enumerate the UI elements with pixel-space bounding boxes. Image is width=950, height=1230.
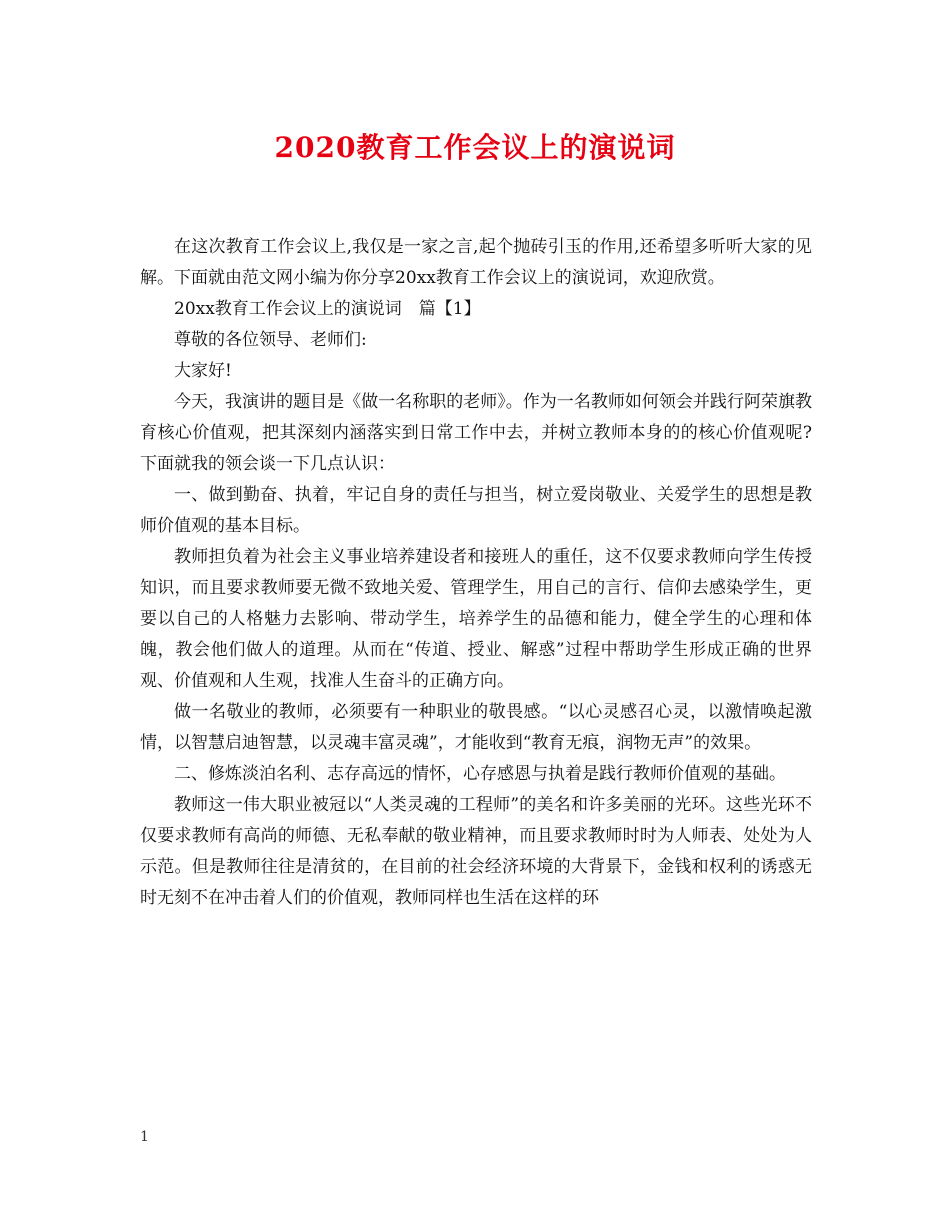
paragraph-point-one: 一、做到勤奋、执着，牢记自身的责任与担当，树立爱岗敬业、关爱学生的思想是教师价值观的基本目标。 — [140, 485, 812, 536]
paragraph-salutation: 尊敬的各位领导、老师们: — [174, 330, 367, 350]
document-title: 2020教育工作会议上的演说词 — [274, 131, 676, 164]
paragraph-teacher-duty: 教师担负着为社会主义事业培养建设者和接班人的重任，这不仅要求教师向学生传授知识，而且要求教师要无微不致地关爱、管理学生，用自己的言行、信仰去感染学生，更要以自己的人格魅力去影响、带动学生，培养学生的品德和能力，健全学生的心理和体魄，教会他们做人的道理。从而在“传道、授业、解惑”过程中帮助学生形成正确的世界观、价值观和人生观，找准人生奋斗的正确方向。 — [140, 547, 812, 691]
document-body — [140, 232, 812, 914]
paragraph-section-heading: 20xx教育工作会议上的演说词 篇【1】 — [174, 299, 481, 319]
paragraph-greeting: 大家好! — [174, 361, 232, 381]
paragraph-intro: 在这次教育工作会议上,我仅是一家之言,起个抛砖引玉的作用,还希望多听听大家的见解。下面就由范文网小编为你分享20xx教育工作会议上的演说词，欢迎欣赏。 — [140, 237, 812, 288]
paragraph-dedicated-teacher: 做一名敬业的教师，必须要有一种职业的敬畏感。“以心灵感召心灵，以激情唤起激情，以智慧启迪智慧，以灵魂丰富灵魂”，才能收到“教育无痕，润物无声”的效果。 — [140, 702, 812, 753]
paragraph-teacher-profession: 教师这一伟大职业被冠以“人类灵魂的工程师”的美名和许多美丽的光环。这些光环不仅要求教师有高尚的师德、无私奉献的敬业精神，而且要求教师时时为人师表、处处为人示范。但是教师往往是清贫的，在目前的社会经济环境的大背景下，金钱和权利的诱惑无时无刻不在冲击着人们的价值观，教师同样也生活在这样的环 — [140, 795, 812, 908]
paragraph-point-two: 二、修炼淡泊名利、志存高远的情怀，心存感恩与执着是践行教师价值观的基础。 — [174, 764, 786, 784]
page-number: 1 — [140, 1129, 149, 1145]
paragraph-topic: 今天，我演讲的题目是《做一名称职的老师》。作为一名教师如何领会并践行阿荣旗教育核心价值观，把其深刻内涵落实到日常工作中去，并树立教师本身的的核心价值观呢?下面就我的领会谈一下几点认识： — [140, 392, 812, 474]
